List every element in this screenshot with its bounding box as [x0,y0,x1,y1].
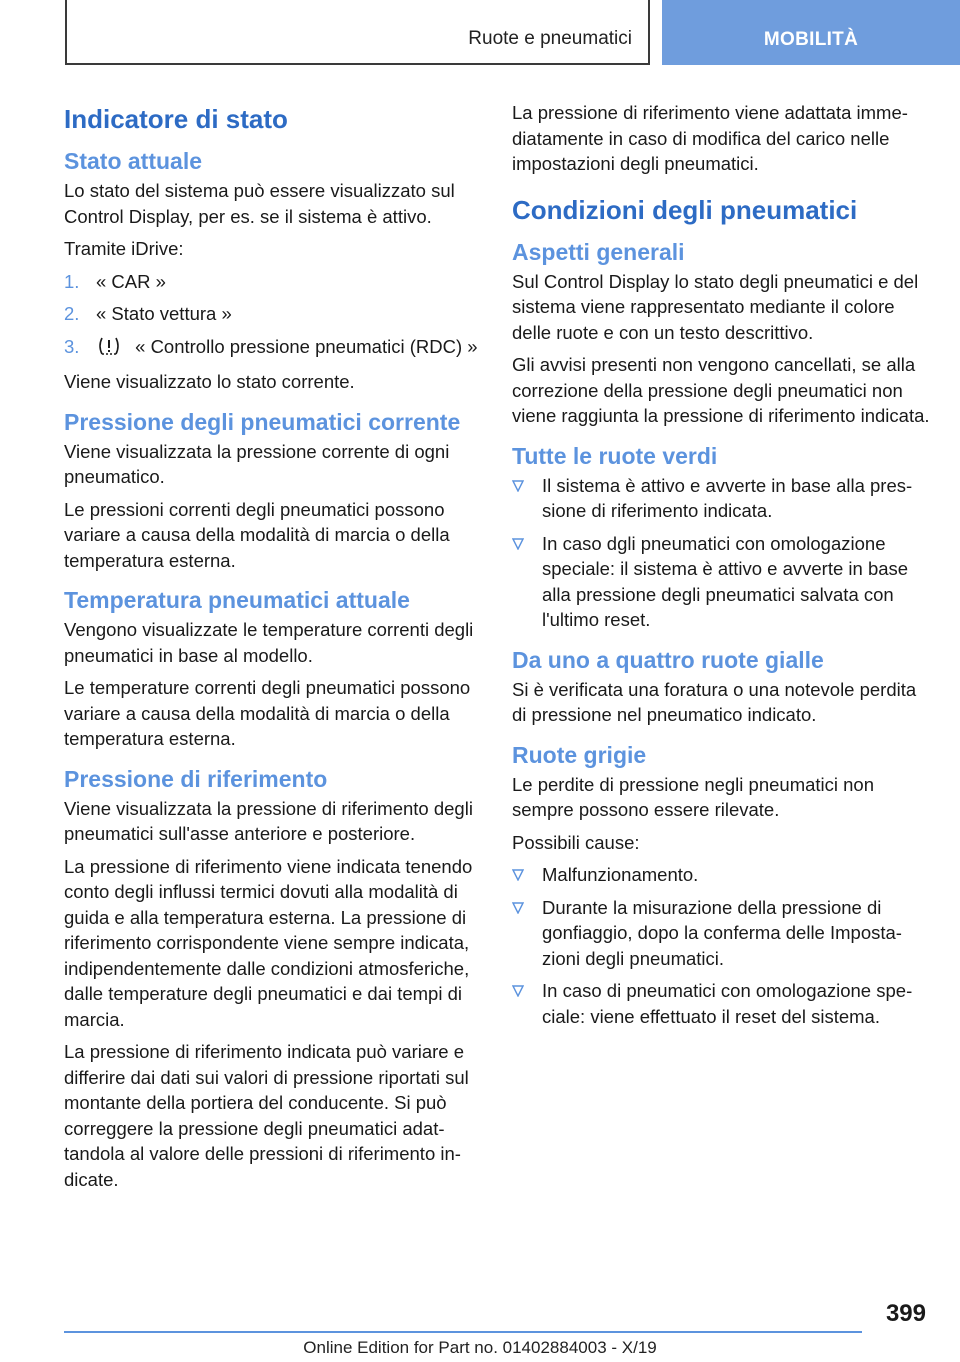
list-item-text: Durante la misurazione della pressione di gonfiaggio, dopo la conferma delle Impostazioni degli pneumatici. [542,896,902,969]
page-header [0,0,960,66]
list-item-text: In caso di pneumatici con omologazione speciale: viene effettuato il reset del sistema. [542,980,913,1027]
step-number: 2. [64,303,80,324]
bullet-triangle-icon [512,985,524,997]
paragraph: Possibili cause: [512,831,640,853]
subheading-temperatura: Temperatura pneumatici attuale [64,587,410,613]
paragraph: La pressione di riferimento viene indicata tenendo conto degli influssi termici dovuti alla modalità di guida e alla temperatura esterna. La pressione di riferimento corrispondente viene sempre indicata, indipendentemente dalle condizioni atmosferiche, dalle temperature degli pneumatici e dai tempi di marcia. [64,855,473,1030]
heading-condizioni-pneumatici: Condizioni degli pneumatici [512,194,858,225]
paragraph: Sul Control Display lo stato degli pneumatici e del sistema viene rappresentato mediante il colore delle ruote e con un testo descrittivo. [512,270,919,343]
chapter-tab-label: MOBILITÀ [763,29,859,50]
step-number: 3. [64,335,80,357]
step-number: 1. [64,270,80,292]
paragraph: Viene visualizzata la pressione di riferimento degli pneumatici sull'asse anteriore e posteriore. [64,797,473,844]
heading-indicatore-di-stato: Indicatore di stato [64,104,288,134]
section-header-box [65,0,650,65]
paragraph: La pressione di riferimento indicata può variare e differire dai dati sui valori di pressione riportati sul montante della portiera del conducente. Si può correggere la pressione degli pneumatici adattandola al valore delle pressioni di riferimento indicate. [64,1041,469,1190]
paragraph: Vengono visualizzate le temperature correnti degli pneumatici in base al modello. [64,619,474,666]
list-item [512,473,930,524]
step-item [64,301,482,327]
paragraph: La pressione di riferimento viene adattata immediatamente in caso di modifica del carico nelle impostazioni degli pneumatici. [512,102,908,174]
list-item-text: Malfunzionamento. [542,864,699,885]
right-column [512,100,930,1036]
list-item [512,531,930,633]
verdi-list [512,473,930,633]
list-item [512,862,930,888]
step-text: « Controllo pressione pneumatici (RDC) » [135,335,478,357]
paragraph: Le perdite di pressione negli pneumatici non sempre possono essere rilevate. [512,773,875,820]
subheading-ruote-gialle: Da uno a quattro ruote gialle [512,646,824,673]
section-title: Ruote e pneumatici [468,28,632,49]
paragraph: Tramite iDrive: [64,238,184,259]
tire-pressure-warning-icon [96,336,122,363]
subheading-aspetti-generali: Aspetti generali [512,238,685,265]
subheading-ruote-grigie: Ruote grigie [512,741,647,768]
paragraph: Viene visualizzata la pressione corrente di ogni pneumatico. [64,440,450,487]
footer-divider [64,1331,862,1333]
paragraph: Le temperature correnti degli pneumatici possono variare a causa della modalità di marcia o della temperatura esterna. [64,677,471,749]
list-item-text: In caso dgli pneumatici con omologazione speciale: il sistema è attivo e avverte in base alla pressione degli pneumatici salvata con l'ultimo reset. [542,532,909,630]
step-item [64,269,482,295]
idrive-steps-list [64,269,482,363]
paragraph: Gli avvisi presenti non vengono cancellati, se alla correzione della pressione degli pneumatici non viene raggiunta la pressione di riferimento indicata. [512,354,930,426]
left-column [64,100,482,1199]
step-text: « CAR » [96,270,166,292]
paragraph: Viene visualizzato lo stato corrente. [64,371,355,392]
step-item [64,334,482,363]
bullet-triangle-icon [512,538,524,550]
subheading-pressione-riferimento: Pressione di riferimento [64,765,328,792]
subheading-stato-attuale: Stato attuale [64,148,203,174]
chapter-tab [662,0,960,65]
step-text: « Stato vettura » [96,303,232,324]
grigie-list [512,862,930,1029]
list-item [512,895,930,972]
bullet-triangle-icon [512,480,524,492]
paragraph: Le pressioni correnti degli pneumatici possono variare a causa della modalità di marcia o della temperatura esterna. [64,498,450,571]
subheading-pressione-corrente: Pressione degli pneumatici corrente [64,408,461,435]
footer-edition-text: Online Edition for Part no. 01402884003 - X/19 [303,1338,657,1357]
bullet-triangle-icon [512,869,524,881]
paragraph: Lo stato del sistema può essere visualizzato sul Control Display, per es. se il sistema è attivo. [64,180,455,227]
bullet-triangle-icon [512,902,524,914]
page-number: 399 [885,1300,926,1327]
list-item [512,978,930,1029]
subheading-ruote-verdi: Tutte le ruote verdi [512,442,718,469]
list-item-text: Il sistema è attivo e avverte in base alla pressione di riferimento indicata. [542,474,913,521]
paragraph: Si è verificata una foratura o una notevole perdita di pressione nel pneumatico indicato. [512,678,917,725]
